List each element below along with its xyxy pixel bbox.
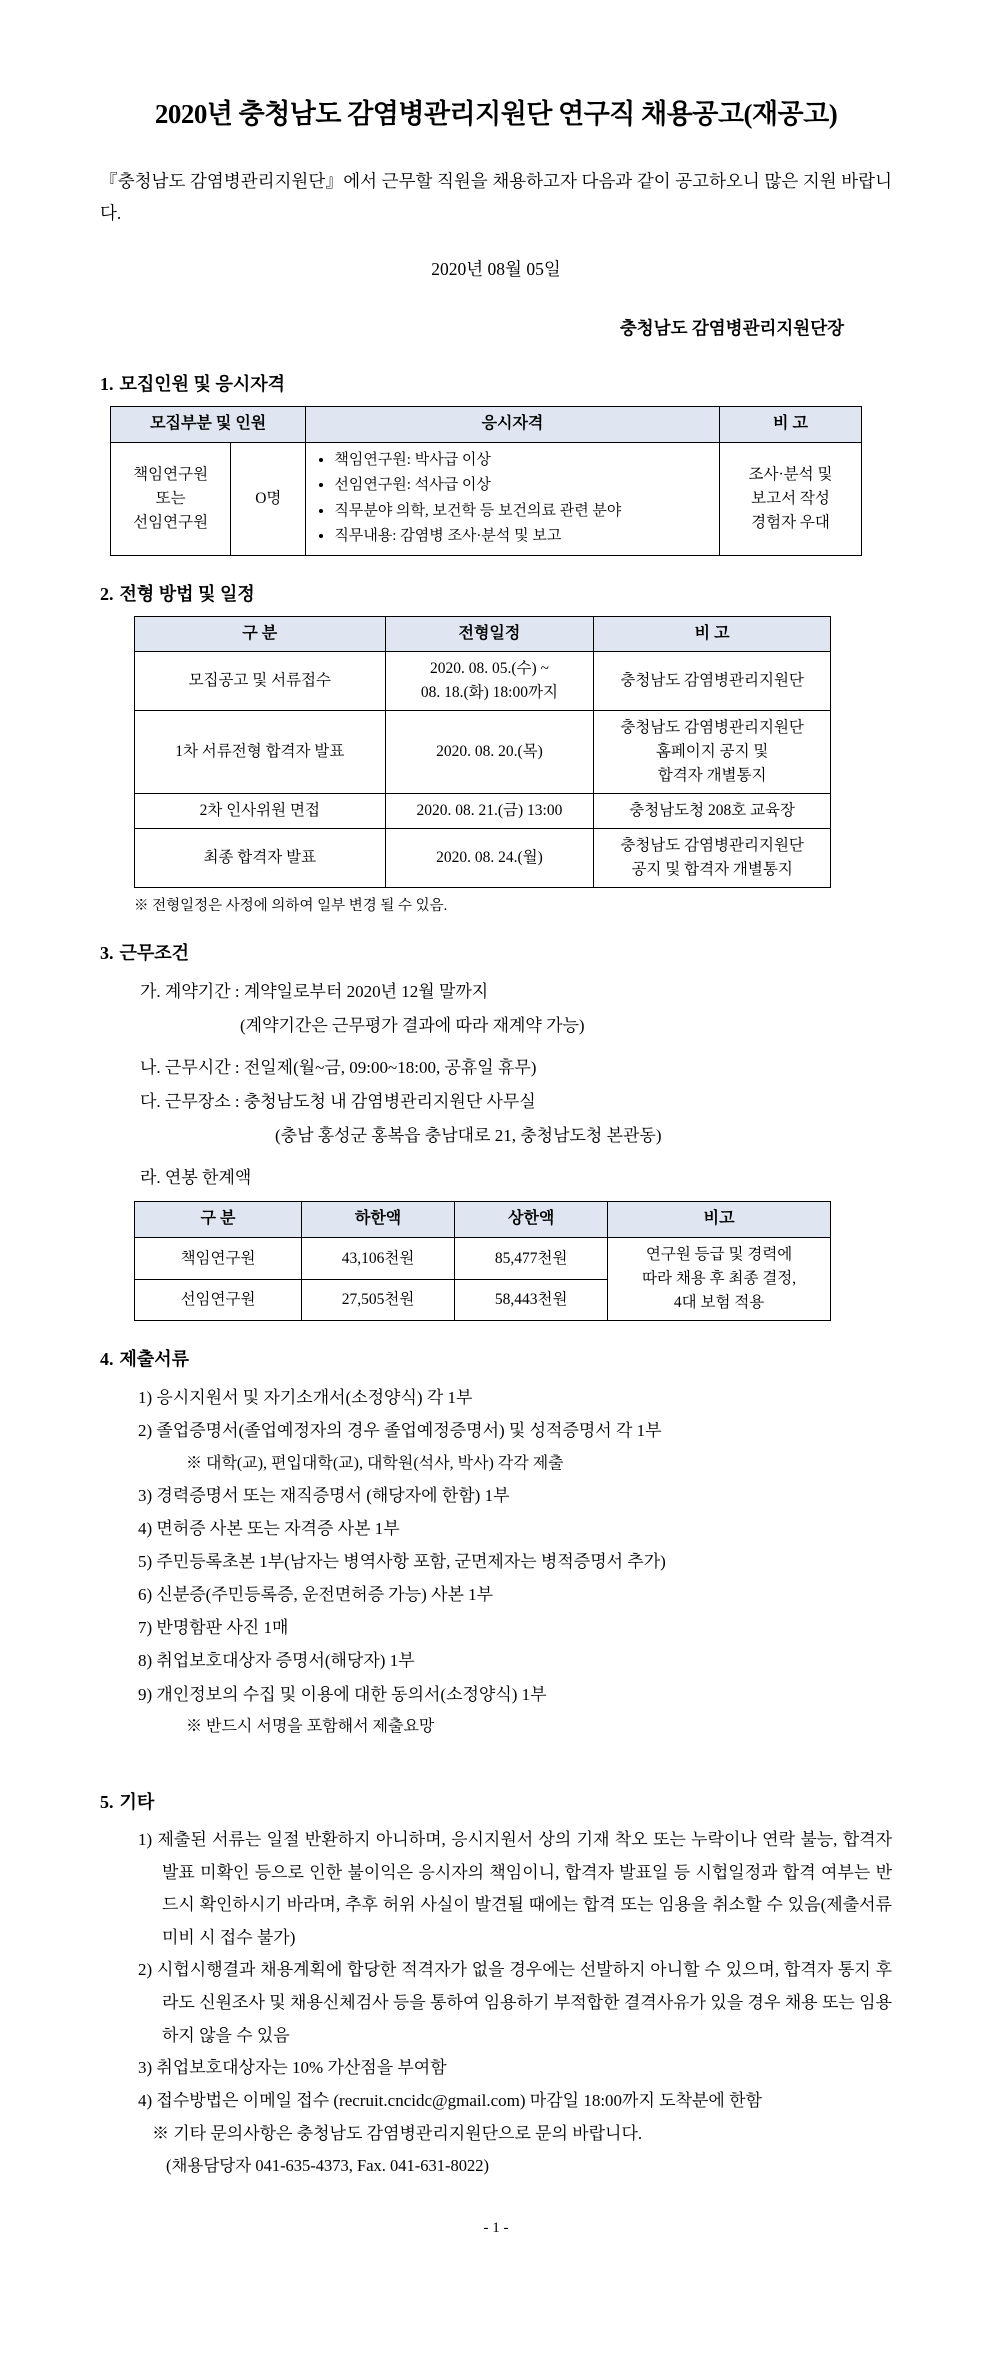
cell-division: 2차 인사위원 면접: [135, 794, 386, 829]
col-remark: 비 고: [719, 406, 862, 442]
work-conditions-list: [100, 975, 892, 1009]
schedule-line-1: 2020. 08. 21.(금) 13:00: [416, 802, 563, 820]
list-item: 가. 계약기간 : 계약일로부터 2020년 12월 말까지: [140, 982, 489, 1002]
cell-division: 선임연구원: [135, 1279, 302, 1321]
list-item: 3) 취업보호대상자는 10% 가산점을 부여함: [138, 2058, 447, 2078]
cell-count: O명: [231, 442, 306, 555]
required-documents-list: [100, 1381, 892, 1742]
contact-note: ※ 기타 문의사항은 충청남도 감염병관리지원단으로 문의 바랍니다.: [152, 2123, 643, 2143]
recruitment-table: [110, 406, 862, 556]
schedule-table: [134, 616, 831, 889]
list-item: 나. 근무시간 : 전일제(월~금, 09:00~18:00, 공휴일 휴무): [140, 1058, 537, 1078]
list-item: • 직무분야 의학, 보건학 등 보건의료 관련 분야: [334, 499, 712, 525]
item-text: 5) 주민등록초본 1부(남자는 병역사항 포함, 군면제자는 병적증명서 추가): [138, 1552, 666, 1572]
item-text: 7) 반명함판 사진 1매: [138, 1618, 289, 1638]
section-1-title: 모집인원 및 응시자격: [119, 373, 285, 394]
position-line-2: 또는: [155, 489, 186, 507]
table-row: [135, 794, 831, 829]
item-text: 6) 신분증(주민등록증, 운전면허증 가능) 사본 1부: [138, 1585, 494, 1605]
contract-note: (계약기간은 근무평가 결과에 따라 재계약 가능): [240, 1016, 585, 1036]
remark-line-1: 충청남도 감염병관리지원단: [620, 719, 804, 737]
announcement-date: 2020년 08월 05일: [431, 258, 561, 279]
remark-line-1: 충청남도청 208호 교육장: [629, 802, 796, 820]
col-division: 구 분: [135, 616, 386, 652]
section-5-heading: [100, 1788, 892, 1814]
item-subnote: ※ 대학(교), 편입대학(교), 대학원(석사, 박사) 각각 제출: [186, 1454, 564, 1472]
list-item: [138, 1381, 892, 1414]
cell-division: 최종 합격자 발표: [135, 829, 386, 888]
col-min: 하한액: [302, 1202, 455, 1238]
section-3-heading: [100, 939, 892, 965]
schedule-line-1: 2020. 08. 24.(월): [436, 849, 543, 867]
remark-line-2: 따라 채용 후 최종 결정,: [642, 1270, 797, 1288]
item-text: 3) 경력증명서 또는 재직증명서 (해당자에 한함) 1부: [138, 1485, 510, 1505]
table-header-row: [135, 616, 831, 652]
cell-remark: [594, 829, 831, 888]
work-conditions-list-2: [100, 1051, 892, 1119]
schedule-line-1: 2020. 08. 05.(수) ~: [429, 660, 549, 678]
remark-line-1: 조사·분석 및: [748, 465, 833, 483]
remark-line-3: 경험자 우대: [751, 513, 830, 531]
item-text: 1) 응시지원서 및 자기소개서(소정양식) 각 1부: [138, 1388, 473, 1408]
section-5-number: 5.: [100, 1791, 114, 1812]
table-row: [135, 711, 831, 794]
section-4-number: 4.: [100, 1349, 114, 1370]
col-position: 모집부분 및 인원: [111, 406, 306, 442]
remark-line-1: 연구원 등급 및 경력에: [645, 1246, 793, 1264]
col-qualification: 응시자격: [306, 406, 719, 442]
cell-remark: [594, 652, 831, 711]
list-item: • 선임연구원: 석사급 이상: [334, 473, 712, 499]
cell-division: 책임연구원: [135, 1238, 302, 1280]
list-item: • 책임연구원: 박사급 이상: [334, 448, 712, 474]
section-5-title: 기타: [119, 1791, 155, 1812]
schedule-line-1: 2020. 08. 20.(목): [436, 743, 543, 761]
list-item: 1) 제출된 서류는 일절 반환하지 아니하며, 응시지원서 상의 기재 착오 또는 누락이나 연락 불능, 합격자 발표 미확인 등으로 인한 불이익은 응시자의 책임이니, 합격자 발표일 등 시헙일정과 합격 여부는 반드시 확인하시기 바라며, 추후 허위 사실이 발견될 때에는 합격 또는 임용을 취소할 수 있음(제출서류 미비 시 접수 불가): [138, 1829, 892, 1947]
cell-remark: [608, 1238, 831, 1321]
col-remark: 비고: [608, 1202, 831, 1238]
list-item: [138, 1611, 892, 1644]
section-1-number: 1.: [100, 373, 114, 394]
list-item: [138, 1678, 892, 1742]
item-text: 2) 졸업증명서(졸업예정자의 경우 졸업예정증명서) 및 성적증명서 각 1부: [138, 1421, 662, 1441]
section-4-heading: [100, 1345, 892, 1371]
section-4-title: 제출서류: [119, 1349, 190, 1370]
intro-paragraph: 『충청남도 감염병관리지원단』에서 근무할 직원을 채용하고자 다음과 같이 공고하오니 많은 지원 바랍니다.: [100, 171, 892, 224]
position-line-1: 책임연구원: [133, 465, 209, 483]
list-item: [138, 1414, 892, 1478]
list-item: 4) 접수방법은 이메일 접수 (recruit.cncidc@gmail.com) 마감일 18:00까지 도착분에 한함: [138, 2090, 762, 2110]
cell-remark: [594, 711, 831, 794]
schedule-line-2: 08. 18.(화) 18:00까지: [420, 684, 558, 702]
contact-phone: (채용담당자 041-635-4373, Fax. 041-631-8022): [166, 2156, 490, 2176]
section-2-number: 2.: [100, 583, 114, 604]
item-text: 4) 면허증 사본 또는 자격증 사본 1부: [138, 1518, 400, 1538]
item-subnote: ※ 반드시 서명을 포함해서 제출요망: [186, 1717, 435, 1735]
list-item: [138, 1479, 892, 1512]
work-conditions-list-3: [100, 1161, 892, 1195]
table-row: [135, 1238, 831, 1280]
list-item: [138, 1578, 892, 1611]
table-header-row: [135, 1202, 831, 1238]
section-3-title: 근무조건: [119, 943, 190, 964]
cell-division: 모집공고 및 서류접수: [135, 652, 386, 711]
list-item: [138, 1644, 892, 1677]
list-item: • 직무내용: 감염병 조사·분석 및 보고: [334, 524, 712, 550]
qualification-list: [312, 448, 712, 550]
section-2-title: 전형 방법 및 일정: [119, 583, 255, 604]
col-division: 구 분: [135, 1202, 302, 1238]
address-note: (충남 홍성군 홍복읍 충남대로 21, 충청남도청 본관동): [275, 1126, 662, 1146]
remark-line-2: 공지 및 합격자 개별통지: [631, 861, 793, 879]
remark-line-3: 합격자 개별통지: [657, 767, 767, 785]
list-item: [138, 1545, 892, 1578]
position-line-3: 선임연구원: [133, 513, 209, 531]
remark-line-3: 4대 보험 적용: [673, 1294, 765, 1312]
remark-line-2: 보고서 작성: [751, 489, 830, 507]
cell-max: 58,443천원: [455, 1279, 608, 1321]
list-item: 2) 시헙시행결과 채용계획에 합당한 적격자가 없을 경우에는 선발하지 아니할 수 있으며, 합격자 통지 후라도 신원조사 및 채용신체검사 등을 통하여 임용하기 부적합한 결격사유가 있을 경우 채용 또는 임용하지 않을 수 있음: [138, 1960, 892, 2045]
schedule-note: ※ 전형일정은 사정에 의하여 일부 변경 될 수 있음.: [134, 898, 448, 915]
table-row: [135, 829, 831, 888]
item-text: 9) 개인정보의 수집 및 이용에 대한 동의서(소정양식) 1부: [138, 1684, 547, 1704]
table-row: [111, 442, 862, 555]
col-remark: 비 고: [594, 616, 831, 652]
cell-schedule: [385, 711, 594, 794]
list-item: [138, 1512, 892, 1545]
section-2-heading: [100, 580, 892, 606]
table-row: [135, 652, 831, 711]
other-notes-list: [100, 1824, 892, 2118]
page-title: 2020년 충청남도 감염병관리지원단 연구직 채용공고(재공고): [154, 99, 838, 129]
section-3-number: 3.: [100, 943, 114, 964]
cell-remark: [719, 442, 862, 555]
col-max: 상한액: [455, 1202, 608, 1238]
cell-min: 43,106천원: [302, 1238, 455, 1280]
col-schedule: 전형일정: [385, 616, 594, 652]
cell-schedule: [385, 829, 594, 888]
remark-line-1: 충청남도 감염병관리지원단: [620, 672, 804, 690]
cell-schedule: [385, 652, 594, 711]
list-item: 라. 연봉 한계액: [140, 1168, 252, 1188]
cell-max: 85,477천원: [455, 1238, 608, 1280]
table-header-row: [111, 406, 862, 442]
remark-line-2: 홈페이지 공지 및: [655, 743, 769, 761]
cell-qualifications: [306, 442, 719, 555]
salary-table: [134, 1201, 831, 1321]
remark-line-1: 충청남도 감염병관리지원단: [620, 837, 804, 855]
cell-min: 27,505천원: [302, 1279, 455, 1321]
signer-name: 충청남도 감염병관리지원단장: [619, 317, 844, 338]
page-number: - 1 -: [483, 2219, 509, 2236]
section-1-heading: [100, 370, 892, 396]
cell-position: [111, 442, 231, 555]
item-text: 8) 취업보호대상자 증명서(해당자) 1부: [138, 1651, 415, 1671]
cell-remark: [594, 794, 831, 829]
cell-schedule: [385, 794, 594, 829]
cell-division: 1차 서류전형 합격자 발표: [135, 711, 386, 794]
list-item: 다. 근무장소 : 충청남도청 내 감염병관리지원단 사무실: [140, 1092, 536, 1112]
